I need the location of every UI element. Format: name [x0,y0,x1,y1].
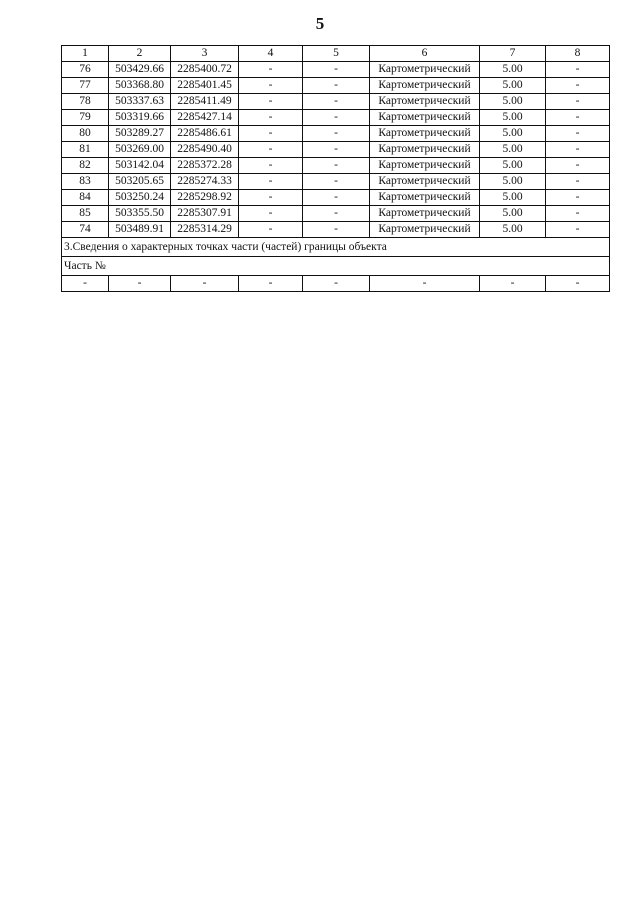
table-cell: 503489.91 [109,222,171,238]
table-cell: 2285314.29 [171,222,239,238]
table-cell: 5.00 [480,62,546,78]
table-cell: 5.00 [480,174,546,190]
table-cell: - [303,94,370,110]
empty-row [62,276,610,292]
table-cell: 503319.66 [109,110,171,126]
table-body [62,62,610,238]
table-cell: - [546,174,610,190]
table-cell: - [303,78,370,94]
table-cell: 80 [62,126,109,142]
table-cell: Картометрический [370,94,480,110]
table-row [62,110,610,126]
empty-cell: - [370,276,480,292]
table-cell: 2285411.49 [171,94,239,110]
table-cell: Картометрический [370,110,480,126]
table-row [62,142,610,158]
table-cell: 503250.24 [109,190,171,206]
table-cell: Картометрический [370,190,480,206]
table-cell: - [546,190,610,206]
table-cell: 5.00 [480,78,546,94]
table-cell: Картометрический [370,78,480,94]
table-cell: - [303,62,370,78]
table-cell: 2285400.72 [171,62,239,78]
table-cell: 84 [62,190,109,206]
table-cell: 5.00 [480,222,546,238]
empty-cell: - [62,276,109,292]
table-cell: 77 [62,78,109,94]
table-cell: - [303,158,370,174]
table-cell: - [546,110,610,126]
table-cell: 5.00 [480,206,546,222]
table-cell: - [239,78,303,94]
table-cell: 2285401.45 [171,78,239,94]
table-cell: - [239,174,303,190]
table-cell: 503142.04 [109,158,171,174]
table-cell: 503337.63 [109,94,171,110]
table-cell: 5.00 [480,110,546,126]
header-cell: 3 [171,46,239,62]
table-cell: - [239,110,303,126]
empty-cell: - [303,276,370,292]
part-label-row [62,257,610,276]
table-cell: 503355.50 [109,206,171,222]
table-cell: 503269.00 [109,142,171,158]
table-cell: - [239,158,303,174]
table-cell: - [546,158,610,174]
table-cell: Картометрический [370,222,480,238]
table-cell: - [239,62,303,78]
table-cell: - [239,94,303,110]
table-cell: 74 [62,222,109,238]
table-cell: 2285298.92 [171,190,239,206]
table-row [62,190,610,206]
table-row [62,222,610,238]
section-title: 3.Сведения о характерных точках части (частей) границы объекта [62,238,610,257]
table-cell: - [303,190,370,206]
table-cell: - [239,190,303,206]
table-cell: - [546,94,610,110]
table-cell: 2285486.61 [171,126,239,142]
table-cell: 78 [62,94,109,110]
boundary-points-table [61,45,610,292]
table-cell: 503205.65 [109,174,171,190]
header-cell: 2 [109,46,171,62]
table-cell: 503289.27 [109,126,171,142]
table-cell: Картометрический [370,174,480,190]
header-cell: 4 [239,46,303,62]
table-row [62,158,610,174]
table-cell: - [546,62,610,78]
empty-cell: - [109,276,171,292]
empty-cell: - [546,276,610,292]
table-cell: Картометрический [370,62,480,78]
table-cell: - [303,126,370,142]
table-cell: - [239,126,303,142]
header-cell: 1 [62,46,109,62]
table-cell: - [303,206,370,222]
table-cell: 79 [62,110,109,126]
part-label: Часть № [62,257,610,276]
table-cell: 76 [62,62,109,78]
table-cell: Картометрический [370,158,480,174]
table-cell: - [303,174,370,190]
table-row [62,62,610,78]
table-cell: 81 [62,142,109,158]
table-row [62,94,610,110]
table-cell: 503368.80 [109,78,171,94]
table-row [62,78,610,94]
table-cell: 2285427.14 [171,110,239,126]
header-cell: 5 [303,46,370,62]
table-cell: 2285274.33 [171,174,239,190]
empty-cell: - [480,276,546,292]
table-cell: - [546,206,610,222]
page-number: 5 [315,14,325,33]
table-cell: 5.00 [480,126,546,142]
table-cell: Картометрический [370,126,480,142]
table-cell: - [239,222,303,238]
table-cell: - [239,206,303,222]
empty-cell: - [171,276,239,292]
table-row [62,126,610,142]
table-cell: 82 [62,158,109,174]
header-cell: 8 [546,46,610,62]
table-cell: - [303,110,370,126]
section-title-row [62,238,610,257]
table-cell: 2285490.40 [171,142,239,158]
table-cell: - [546,222,610,238]
table-cell: - [239,142,303,158]
table-cell: 503429.66 [109,62,171,78]
table-cell: 5.00 [480,190,546,206]
table-cell: 5.00 [480,158,546,174]
table-cell: - [546,78,610,94]
table-cell: Картометрический [370,142,480,158]
table-cell: 2285372.28 [171,158,239,174]
table-cell: 2285307.91 [171,206,239,222]
table-cell: 5.00 [480,94,546,110]
table-row [62,206,610,222]
header-cell: 7 [480,46,546,62]
table-cell: - [303,142,370,158]
table-cell: Картометрический [370,206,480,222]
table-cell: 83 [62,174,109,190]
table-cell: 85 [62,206,109,222]
header-cell: 6 [370,46,480,62]
table-row [62,174,610,190]
empty-cell: - [239,276,303,292]
table-cell: - [303,222,370,238]
table-header-row [62,46,610,62]
table-cell: 5.00 [480,142,546,158]
table-cell: - [546,126,610,142]
table-cell: - [546,142,610,158]
